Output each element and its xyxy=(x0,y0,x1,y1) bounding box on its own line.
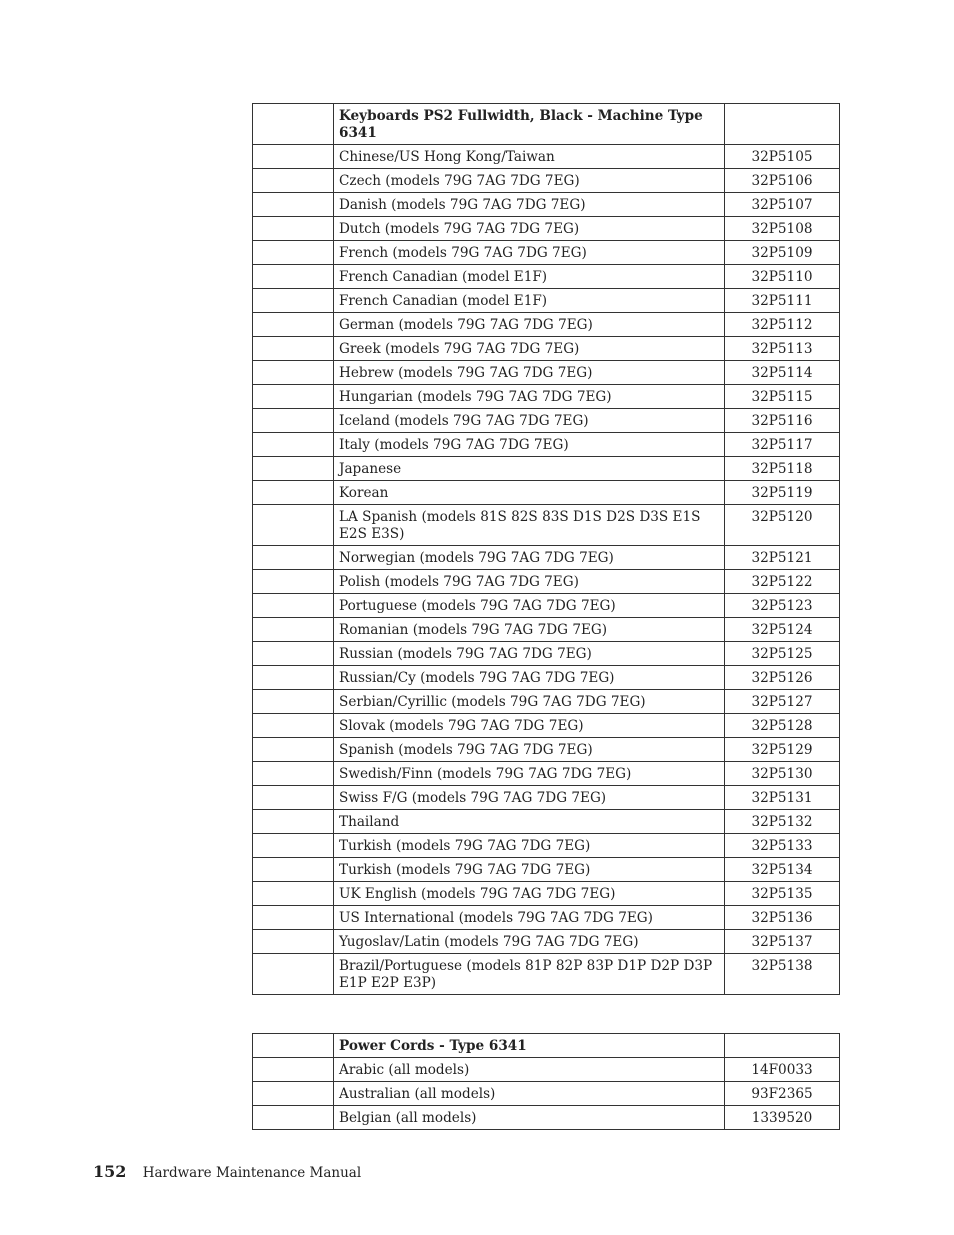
table-row xyxy=(253,882,840,906)
table-row xyxy=(253,570,840,594)
fru-number-cell: 32P5133 xyxy=(725,834,840,858)
description-cell: Portuguese (models 79G 7AG 7DG 7EG) xyxy=(334,594,725,618)
index-cell xyxy=(253,241,334,265)
fru-number-cell: 32P5109 xyxy=(725,241,840,265)
fru-number-cell: 32P5114 xyxy=(725,361,840,385)
index-cell xyxy=(253,882,334,906)
index-cell xyxy=(253,265,334,289)
table-row xyxy=(253,217,840,241)
index-cell xyxy=(253,385,334,409)
fru-number-cell: 32P5136 xyxy=(725,906,840,930)
description-cell: UK English (models 79G 7AG 7DG 7EG) xyxy=(334,882,725,906)
fru-number-cell: 32P5117 xyxy=(725,433,840,457)
fru-number-cell: 32P5137 xyxy=(725,930,840,954)
description-cell: Belgian (all models) xyxy=(334,1106,725,1130)
fru-number-cell: 32P5121 xyxy=(725,546,840,570)
keyboards-table-header: Keyboards PS2 Fullwidth, Black - Machine Type 6341 xyxy=(334,104,725,145)
keyboards-table xyxy=(252,103,840,995)
table-row xyxy=(253,810,840,834)
description-cell: Slovak (models 79G 7AG 7DG 7EG) xyxy=(334,714,725,738)
page-number: 152 xyxy=(93,1162,127,1181)
fru-number-cell: 32P5124 xyxy=(725,618,840,642)
description-cell: Russian (models 79G 7AG 7DG 7EG) xyxy=(334,642,725,666)
table-row xyxy=(253,385,840,409)
description-cell: Hungarian (models 79G 7AG 7DG 7EG) xyxy=(334,385,725,409)
index-cell xyxy=(253,690,334,714)
index-cell xyxy=(253,1082,334,1106)
description-cell: Brazil/Portuguese (models 81P 82P 83P D1P D2P D3P E1P E2P E3P) xyxy=(334,954,725,995)
description-cell: Chinese/US Hong Kong/Taiwan xyxy=(334,145,725,169)
description-cell: Romanian (models 79G 7AG 7DG 7EG) xyxy=(334,618,725,642)
description-cell: Serbian/Cyrillic (models 79G 7AG 7DG 7EG) xyxy=(334,690,725,714)
index-cell xyxy=(253,217,334,241)
index-cell xyxy=(253,786,334,810)
table-row xyxy=(253,546,840,570)
index-cell xyxy=(253,570,334,594)
fru-number-cell: 32P5126 xyxy=(725,666,840,690)
description-cell: Yugoslav/Latin (models 79G 7AG 7DG 7EG) xyxy=(334,930,725,954)
table-row xyxy=(253,954,840,995)
index-cell xyxy=(253,594,334,618)
table-row xyxy=(253,289,840,313)
index-cell xyxy=(253,642,334,666)
index-cell xyxy=(253,714,334,738)
index-cell xyxy=(253,546,334,570)
index-cell xyxy=(253,145,334,169)
description-cell: Swedish/Finn (models 79G 7AG 7DG 7EG) xyxy=(334,762,725,786)
table-row xyxy=(253,690,840,714)
description-cell: Norwegian (models 79G 7AG 7DG 7EG) xyxy=(334,546,725,570)
index-cell xyxy=(253,409,334,433)
index-cell xyxy=(253,169,334,193)
description-cell: Thailand xyxy=(334,810,725,834)
fru-number-cell: 32P5112 xyxy=(725,313,840,337)
table-row xyxy=(253,1082,840,1106)
page-footer xyxy=(93,1162,361,1181)
table-row xyxy=(253,409,840,433)
fru-number-cell: 32P5119 xyxy=(725,481,840,505)
description-cell: Korean xyxy=(334,481,725,505)
fru-number-cell: 32P5131 xyxy=(725,786,840,810)
index-cell xyxy=(253,738,334,762)
description-cell: Polish (models 79G 7AG 7DG 7EG) xyxy=(334,570,725,594)
description-cell: French (models 79G 7AG 7DG 7EG) xyxy=(334,241,725,265)
index-cell xyxy=(253,361,334,385)
table-row xyxy=(253,930,840,954)
table-row xyxy=(253,762,840,786)
table-row xyxy=(253,505,840,546)
index-cell xyxy=(253,193,334,217)
description-cell: Turkish (models 79G 7AG 7DG 7EG) xyxy=(334,834,725,858)
table-row xyxy=(253,337,840,361)
description-cell: French Canadian (model E1F) xyxy=(334,289,725,313)
index-cell xyxy=(253,906,334,930)
fru-number-cell: 32P5116 xyxy=(725,409,840,433)
index-cell xyxy=(253,337,334,361)
index-cell xyxy=(253,834,334,858)
description-cell: Dutch (models 79G 7AG 7DG 7EG) xyxy=(334,217,725,241)
fru-number-cell: 32P5115 xyxy=(725,385,840,409)
table-row xyxy=(253,241,840,265)
fru-number-cell: 32P5120 xyxy=(725,505,840,546)
table-row xyxy=(253,145,840,169)
index-cell xyxy=(253,666,334,690)
table-row xyxy=(253,1106,840,1130)
description-cell: Turkish (models 79G 7AG 7DG 7EG) xyxy=(334,858,725,882)
fru-number-cell: 32P5125 xyxy=(725,642,840,666)
fru-number-cell: 32P5106 xyxy=(725,169,840,193)
fru-number-cell: 32P5105 xyxy=(725,145,840,169)
description-cell: Italy (models 79G 7AG 7DG 7EG) xyxy=(334,433,725,457)
power-cords-table-header: Power Cords - Type 6341 xyxy=(334,1034,725,1058)
fru-number-cell: 32P5123 xyxy=(725,594,840,618)
fru-number-cell: 32P5135 xyxy=(725,882,840,906)
description-cell: French Canadian (model E1F) xyxy=(334,265,725,289)
index-cell xyxy=(253,954,334,995)
table-row xyxy=(253,834,840,858)
index-cell xyxy=(253,810,334,834)
table-header-row xyxy=(253,1034,840,1058)
power-cords-table xyxy=(252,1033,840,1130)
index-cell xyxy=(253,457,334,481)
fru-number-cell: 32P5113 xyxy=(725,337,840,361)
index-cell xyxy=(253,1058,334,1082)
table-row xyxy=(253,1058,840,1082)
index-cell xyxy=(253,1106,334,1130)
description-cell: Japanese xyxy=(334,457,725,481)
index-cell xyxy=(253,313,334,337)
table-row xyxy=(253,433,840,457)
fru-number-cell: 32P5127 xyxy=(725,690,840,714)
description-cell: German (models 79G 7AG 7DG 7EG) xyxy=(334,313,725,337)
manual-title: Hardware Maintenance Manual xyxy=(142,1165,362,1181)
fru-number-cell: 14F0033 xyxy=(725,1058,840,1082)
description-cell: US International (models 79G 7AG 7DG 7EG) xyxy=(334,906,725,930)
table-row xyxy=(253,738,840,762)
fru-number-cell: 32P5138 xyxy=(725,954,840,995)
description-cell: Australian (all models) xyxy=(334,1082,725,1106)
description-cell: Czech (models 79G 7AG 7DG 7EG) xyxy=(334,169,725,193)
fru-number-cell: 32P5132 xyxy=(725,810,840,834)
fru-number-cell: 32P5130 xyxy=(725,762,840,786)
description-cell: Iceland (models 79G 7AG 7DG 7EG) xyxy=(334,409,725,433)
table-row xyxy=(253,265,840,289)
table-row xyxy=(253,786,840,810)
index-cell xyxy=(253,481,334,505)
fru-number-cell: 32P5108 xyxy=(725,217,840,241)
index-cell xyxy=(253,433,334,457)
fru-number-cell: 32P5110 xyxy=(725,265,840,289)
index-cell xyxy=(253,289,334,313)
fru-number-cell: 32P5134 xyxy=(725,858,840,882)
fru-header-cell xyxy=(725,1034,840,1058)
table-row xyxy=(253,594,840,618)
description-cell: Danish (models 79G 7AG 7DG 7EG) xyxy=(334,193,725,217)
index-cell xyxy=(253,618,334,642)
index-cell xyxy=(253,505,334,546)
index-cell xyxy=(253,858,334,882)
fru-header-cell xyxy=(725,104,840,145)
table-row xyxy=(253,666,840,690)
table-row xyxy=(253,169,840,193)
description-cell: Spanish (models 79G 7AG 7DG 7EG) xyxy=(334,738,725,762)
table-row xyxy=(253,457,840,481)
table-row xyxy=(253,714,840,738)
fru-number-cell: 32P5118 xyxy=(725,457,840,481)
table-row xyxy=(253,361,840,385)
description-cell: Arabic (all models) xyxy=(334,1058,725,1082)
index-cell xyxy=(253,104,334,145)
table-row xyxy=(253,858,840,882)
table-row xyxy=(253,193,840,217)
index-cell xyxy=(253,1034,334,1058)
description-cell: LA Spanish (models 81S 82S 83S D1S D2S D3S E1S E2S E3S) xyxy=(334,505,725,546)
table-row xyxy=(253,906,840,930)
fru-number-cell: 32P5128 xyxy=(725,714,840,738)
description-cell: Swiss F/G (models 79G 7AG 7DG 7EG) xyxy=(334,786,725,810)
index-cell xyxy=(253,930,334,954)
description-cell: Greek (models 79G 7AG 7DG 7EG) xyxy=(334,337,725,361)
table-row xyxy=(253,481,840,505)
table-row xyxy=(253,642,840,666)
table-header-row xyxy=(253,104,840,145)
fru-number-cell: 32P5111 xyxy=(725,289,840,313)
fru-number-cell: 32P5129 xyxy=(725,738,840,762)
description-cell: Hebrew (models 79G 7AG 7DG 7EG) xyxy=(334,361,725,385)
table-row xyxy=(253,313,840,337)
fru-number-cell: 1339520 xyxy=(725,1106,840,1130)
fru-number-cell: 32P5107 xyxy=(725,193,840,217)
table-row xyxy=(253,618,840,642)
fru-number-cell: 93F2365 xyxy=(725,1082,840,1106)
description-cell: Russian/Cy (models 79G 7AG 7DG 7EG) xyxy=(334,666,725,690)
fru-number-cell: 32P5122 xyxy=(725,570,840,594)
index-cell xyxy=(253,762,334,786)
